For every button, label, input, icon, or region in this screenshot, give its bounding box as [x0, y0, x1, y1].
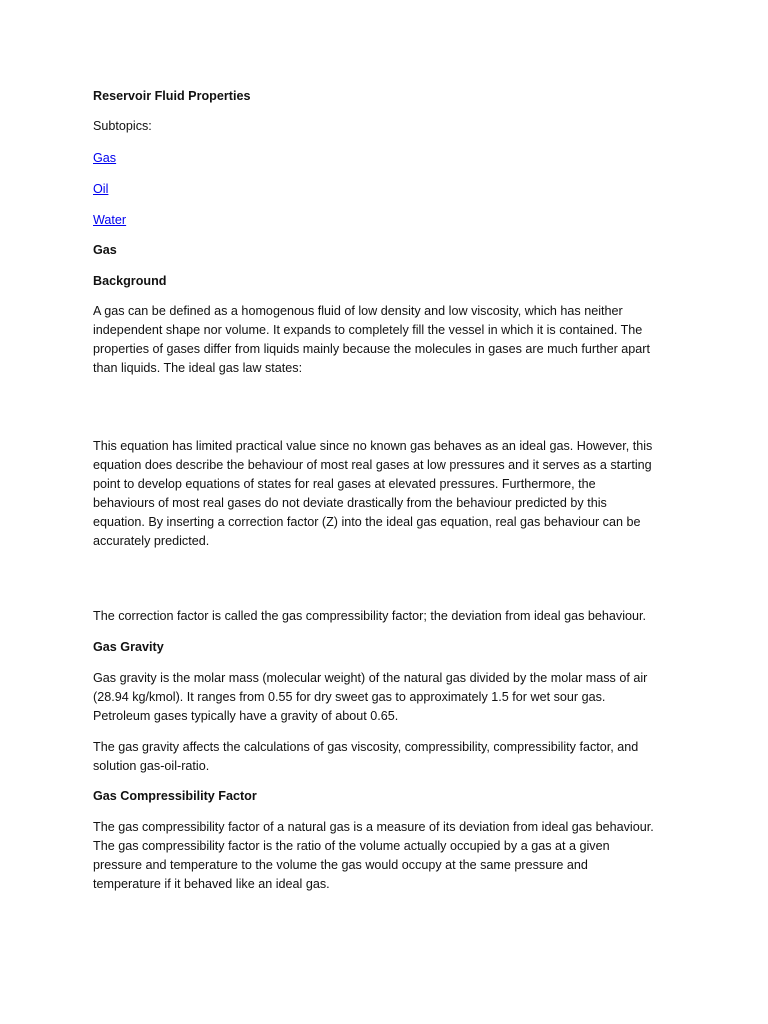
text-line: A gas can be defined as a homogenous fluid of low density and low viscosity, which has neither — [93, 304, 623, 318]
section-heading-background: Background — [93, 274, 167, 288]
paragraph-correction — [93, 607, 683, 626]
text-line: than liquids. The ideal gas law states: — [93, 361, 303, 375]
paragraph-gas-gravity-effect — [93, 738, 683, 776]
paragraph-background — [93, 302, 683, 378]
text-line: The gas gravity affects the calculations of gas viscosity, compressibility, compressibility factor, and — [93, 740, 639, 754]
text-line: The correction factor is called the gas compressibility factor; the deviation from ideal gas behaviour. — [93, 609, 646, 623]
text-line: solution gas-oil-ratio. — [93, 759, 210, 773]
link-item — [93, 149, 683, 168]
section-heading-compressibility: Gas Compressibility Factor — [93, 789, 257, 803]
text-line: point to develop equations of states for real gases at elevated pressures. Furthermore, the — [93, 477, 596, 491]
link-oil[interactable]: Oil — [93, 182, 109, 196]
paragraph-compressibility — [93, 818, 683, 894]
link-water[interactable]: Water — [93, 213, 127, 227]
text-line: The gas compressibility factor is the ratio of the volume actually occupied by a gas at a given — [93, 839, 610, 853]
text-line: pressure and temperature to the volume the gas would occupy at the same pressure and — [93, 858, 588, 872]
text-line: Gas gravity is the molar mass (molecular weight) of the natural gas divided by the molar mass of air — [93, 671, 648, 685]
text-line: (28.94 kg/kmol). It ranges from 0.55 for dry sweet gas to approximately 1.5 for wet sour gas. — [93, 690, 606, 704]
text-line: properties of gases differ from liquids mainly because the molecules in gases are much further apart — [93, 342, 650, 356]
text-line: independent shape nor volume. It expands to completely fill the vessel in which it is contained. The — [93, 323, 643, 337]
link-item — [93, 211, 683, 230]
section-heading-gas-gravity: Gas Gravity — [93, 640, 164, 654]
document-title: Reservoir Fluid Properties — [93, 89, 251, 103]
paragraph-equation — [93, 437, 683, 551]
text-line: The gas compressibility factor of a natural gas is a measure of its deviation from ideal gas behaviour. — [93, 820, 654, 834]
link-gas[interactable]: Gas — [93, 151, 117, 165]
link-item — [93, 180, 683, 199]
text-line: temperature if it behaved like an ideal gas. — [93, 877, 330, 891]
text-line: Petroleum gases typically have a gravity of about 0.65. — [93, 709, 399, 723]
text-line: accurately predicted. — [93, 534, 210, 548]
text-line: This equation has limited practical value since no known gas behaves as an ideal gas. However, this — [93, 439, 653, 453]
text-line: equation does describe the behaviour of most real gases at low pressures and it serves as a starting — [93, 458, 652, 472]
subtopics-label: Subtopics: — [93, 119, 152, 133]
text-line: equation. By inserting a correction factor (Z) into the ideal gas equation, real gas behaviour can be — [93, 515, 641, 529]
paragraph-gas-gravity — [93, 669, 683, 726]
section-heading-gas: Gas — [93, 243, 117, 257]
text-line: behaviours of most real gases do not deviate drastically from the behaviour predicted by this — [93, 496, 607, 510]
